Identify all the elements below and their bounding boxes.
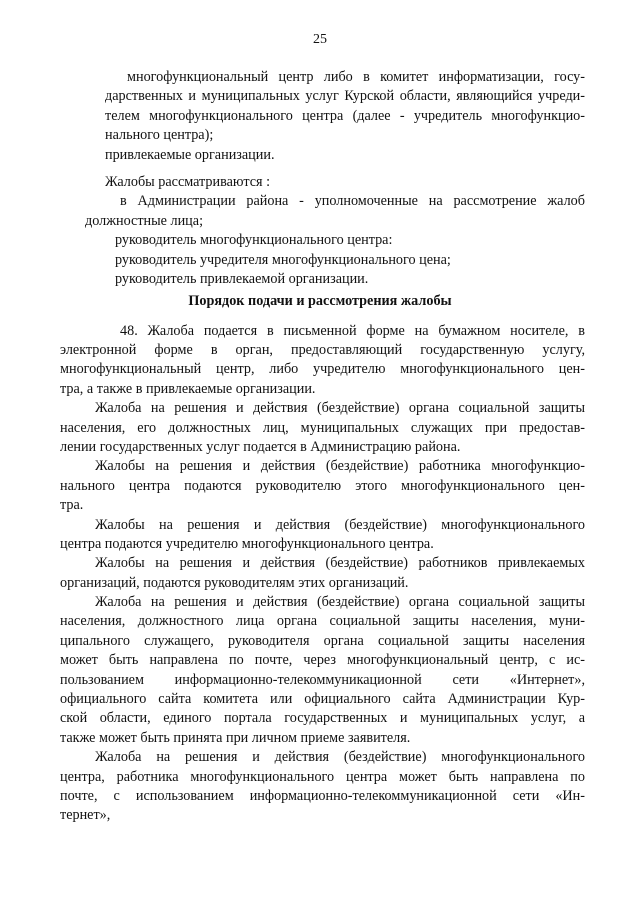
text-line: Жалобы на решения и действия (бездействие) работников привлекаемых — [95, 555, 585, 572]
text-line: лении государственных услуг подается в Администрацию района. — [60, 438, 461, 455]
text-line: многофункциональный центр либо в комитет информатизации, госу- — [127, 69, 585, 85]
text-line: ской области, единого портала государственных и муниципальных услуг, а — [60, 710, 585, 727]
text-line: населения, должностного лица органа социальной защиты населения, муни- — [60, 613, 585, 630]
text-line: в Администрации района - уполномоченные на рассмотрение жалоб — [120, 193, 585, 210]
section-heading-text: Порядок подачи и рассмотрения жалобы — [188, 293, 452, 309]
text-line: дарственных и муниципальных услуг Курской области, являющийся учреди- — [105, 88, 585, 105]
page-number: 25 — [313, 32, 327, 47]
text-line: нального центра подаются руководителю этого многофункционального цен- — [60, 477, 585, 494]
paragraph-block — [60, 341, 585, 826]
text-line: тра, а также в привлекаемые организации. — [60, 380, 316, 397]
text-line: Жалоба на решения и действия (бездействие) органа социальной защиты — [95, 400, 585, 417]
complaints-body — [105, 322, 585, 341]
text-line: тернет», — [60, 807, 111, 824]
text-line: многофункциональный центр, либо учредителю многофункционального цен- — [60, 361, 585, 378]
text-line: нального центра); — [105, 127, 214, 144]
text-line: также может быть принята при личном приеме заявителя. — [60, 729, 411, 746]
text-line: Жалобы рассматриваются : — [105, 174, 271, 190]
text-line: пользованием информационно-телекоммуникационной сети «Интернет», — [60, 671, 585, 688]
text-line: привлекаемые организации. — [105, 146, 275, 163]
text-line: электронной форме в орган, предоставляющий государственную услугу, — [60, 342, 585, 358]
text-line: 48. Жалоба подается в письменной форме на бумажном носителе, в — [120, 323, 585, 339]
text-line: организаций, подаются руководителям этих организаций. — [60, 574, 409, 591]
text-line: руководитель многофункционального центра: — [115, 232, 393, 249]
text-line: телем многофункционального центра (далее - учредитель многофункцио- — [105, 107, 585, 124]
text-line: центра, работника многофункционального центра может быть направлена по — [60, 768, 585, 785]
paragraph — [100, 322, 585, 341]
text-line: может быть направлена по почте, через многофункциональный центр, с ис- — [60, 652, 585, 669]
text-line: почте, с использованием информационно-телекоммуникационной сети «Ин- — [60, 787, 585, 804]
text-line: Жалоба на решения и действия (бездействие) органа социальной защиты — [95, 594, 585, 611]
text-line: населения, его должностных лиц, муниципальных служащих при предостав- — [60, 419, 585, 436]
reviewers-block — [85, 173, 585, 289]
text-line: ципального служащего, руководителя органа социальной защиты населения — [60, 632, 585, 649]
text-line: должностные лица; — [85, 212, 204, 229]
text-line: официального сайта комитета или официального сайта Администрации Кур- — [60, 691, 585, 708]
intro-paragraph — [105, 68, 585, 165]
text-line: руководитель учредителя многофункционального цена; — [115, 251, 451, 268]
section-heading — [60, 291, 580, 312]
text-line: Жалобы на решения и действия (бездействие) работника многофункцио- — [95, 458, 585, 475]
text-line: тра. — [60, 497, 84, 514]
text-line: центра подаются учредителю многофункционального центра. — [60, 535, 434, 552]
text-line: Жалобы на решения и действия (бездействие) многофункционального — [95, 516, 585, 533]
text-line: руководитель привлекаемой организации. — [115, 270, 369, 287]
text-line: Жалоба на решения и действия (бездействие) многофункционального — [95, 749, 585, 766]
